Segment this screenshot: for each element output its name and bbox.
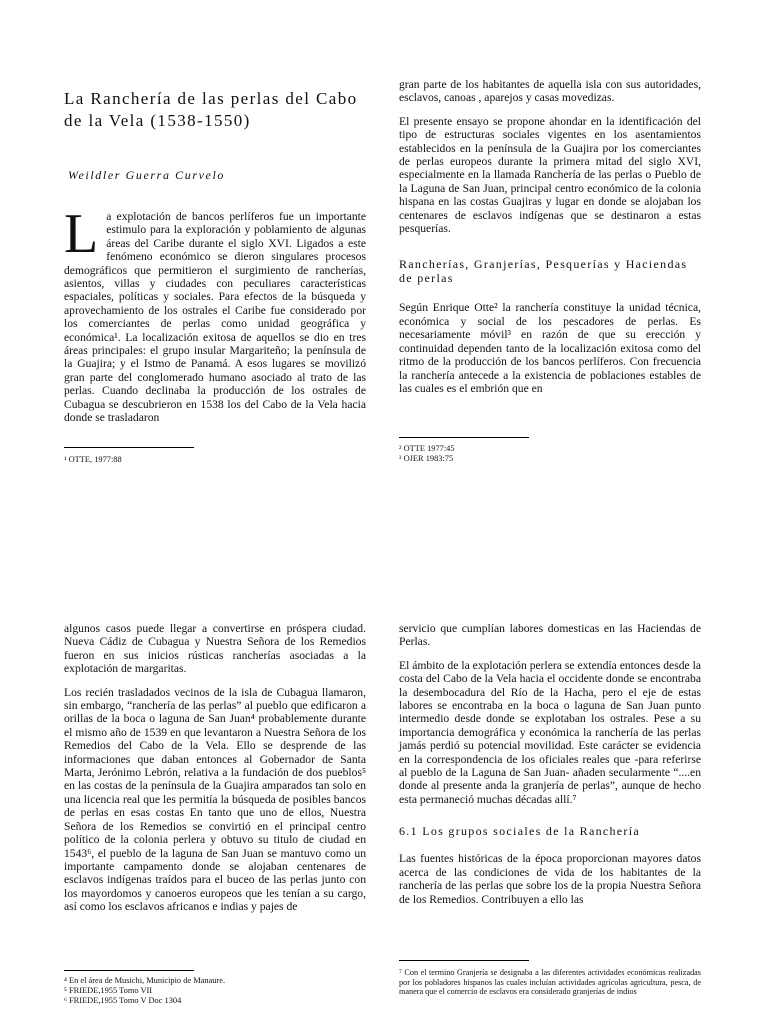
page1-left-column (64, 203, 366, 435)
article-title: La Ranchería de las perlas del Cabo de la Vela (1538-1550) (64, 89, 358, 130)
footnote: ⁵ FRIEDE,1955 Tomo VII (64, 986, 153, 995)
footnote: ⁷ Con el termino Granjería se designaba a las diferentes actividades económicas realizadas por los pobladores hispanos las cuales incluían actividades agrícolas agricultura, pesca, de manera que el comercio de esclavos era considerado granjerías de indios (399, 968, 701, 997)
footnote: ¹ OTTE, 1977:88 (64, 455, 122, 464)
page2-left-column (64, 622, 366, 924)
author-name: Weildler Guerra Curvelo (68, 168, 226, 182)
paragraph: gran parte de los habitantes de aquella isla con sus autoridades, esclavos, canoas , aparejos y casas movedizas. (399, 78, 701, 105)
footnote-rule (64, 447, 194, 448)
paragraph: Los recién trasladados vecinos de la isla de Cubagua llamaron, sin embargo, “ranchería de las perlas” al pueblo que edificaron a orillas de la boca o laguna de San Juan⁴ probablemente durante el mismo año de 1539 en que levantaron a Nuestra Señora de los Remedios del Cabo de la Vela. Ello se desprende de las informaciones que daban entonces al Gobernador de Santa Marta, Jerónimo Lebrón, relativa a la fundación de dos pueblos⁵ en las costas de la península de la Guajira amparados tan solo en una licencia real que les permitía la búsqueda de posibles bancos de perlas en esas costas En tanto que uno de ellos, Nuestra Señora de los Remedios se convirtió en el principal centro político de la colonia perlera y obtuvo su titulo de ciudad en 1543⁶, el pueblo de la laguna de San Juan se mantuvo como un importante campamento donde se alojaban centenares de esclavos indígenas traídos para el buceo de las perlas junto con los mayordomos y canoeros europeos que les tenían a su cargo, así como los esclavos africanos e indias y pajes de (64, 685, 366, 914)
paragraph: servicio que cumplían labores domesticas en las Haciendas de Perlas. (399, 622, 701, 649)
drop-cap: L (64, 203, 99, 265)
paragraph: algunos casos puede llegar a convertirse en próspera ciudad. Nueva Cádiz de Cubagua y Nuestra Señora de los Remedios fueron en sus inicios rústicas rancherías asociadas a la explotación de margaritas. (64, 622, 366, 676)
paragraph: Las fuentes históricas de la época proporcionan mayores datos acerca de las condiciones de vida de los habitantes de la ranchería de las perlas que sobre los de la propia Nuestra Señora de los Remedios. Contribuyen a ello las (399, 852, 701, 906)
section-heading: Rancherías, Granjerías, Pesquerías y Haciendas de perlas (399, 257, 688, 286)
page-2 (0, 512, 768, 1024)
paragraph: Según Enrique Otte² la ranchería constituye la unidad técnica, económica y social de los pescadores de perlas. Es necesariamente móvil³ en razón de que su erección y continuidad dependen tanto de la localización exitosa como del ritmo de la producción de los bancos perlíferos. Con frecuencia la ranchería antecede a la existencia de poblaciones estables de las cuales es el embrión que en (399, 301, 701, 395)
footnote: ² OTTE 1977:45 (399, 444, 455, 453)
footnote-rule (399, 437, 529, 438)
footnote-rule (64, 970, 194, 971)
footnote: ⁶ FRIEDE,1955 Tomo V Doc 1304 (64, 996, 182, 1005)
paragraph: El presente ensayo se propone ahondar en la identificación del tipo de estructuras sociales vigentes en los asentamientos establecidos en la península de la Guajira por los comerciantes de perlas europeos durante la primera mitad del siglo XVI, especialmente en la llamada Ranchería de las perlas o Pueblo de la Laguna de San Juan, principal centro económico de la colonia hispana en las costas Guajiras y lugar en donde se alojaban los centenares de esclavos indígenas que se destinaron a estas pesquerías. (399, 114, 701, 236)
intro-paragraph-text: a explotación de bancos perlíferos fue un importante estimulo para la exploración y poblamiento de algunas áreas del Caribe durante el siglo XVI. Ligados a este fenómeno económico se dieron singulares procesos demográficos que permitieron el surgimiento de rancherías, asientos, villas y ciudades con peculiares características espaciales, políticas y sociales. Para efectos de la búsqueda y aprovechamiento de los ostrales el Caribe fue considerado por los comerciantes de perlas como unidad geográfica y económica¹. La localización exitosa de aquellos se dio en tres áreas principales: el grupo insular Margariteño; la península de la Guajira; y el Istmo de Panamá. A esos lugares se movilizó gran parte del conglomerado humano asociado al trato de las perlas. Cuando declinaba la producción de los ostrales de Cubagua se descubrieron en 1538 los del Cabo de la Vela hacia donde se trasladaron (64, 210, 366, 425)
paragraph: El ámbito de la explotación perlera se extendía entonces desde la costa del Cabo de la Vela hacia el occidente donde se encontraba la desembocadura del Río de la Hacha, pero el eje de estas labores se encontraba en la boca o laguna de San Juan punto intermedio desde donde se explotaban los ostrales. Pese a su importancia demográfica y económica la ranchería de las perlas jamás perdió su potencial movilidad. Este carácter se evidencia en la correspondencia de los oficiales reales que -para referirse al pueblo de la Laguna de San Juan- añaden secularmente “....en donde al presente anda la granjería de perlas”, aunque de hecho esta permaneció muchas décadas allí.⁷ (399, 658, 701, 806)
footnotes-left (64, 976, 225, 1006)
footnote-rule (399, 960, 529, 961)
section-heading: 6.1 Los grupos sociales de la Ranchería (399, 824, 640, 839)
footnotes-right (399, 444, 455, 464)
page1-right-column (399, 78, 701, 405)
footnote: ³ OJER 1983:75 (399, 454, 454, 463)
footnotes-left (64, 455, 122, 465)
page2-right-column (399, 622, 701, 916)
intro-paragraph (64, 203, 366, 425)
footnote: ⁴ En el área de Musichi, Municipio de Manaure. (64, 976, 226, 985)
